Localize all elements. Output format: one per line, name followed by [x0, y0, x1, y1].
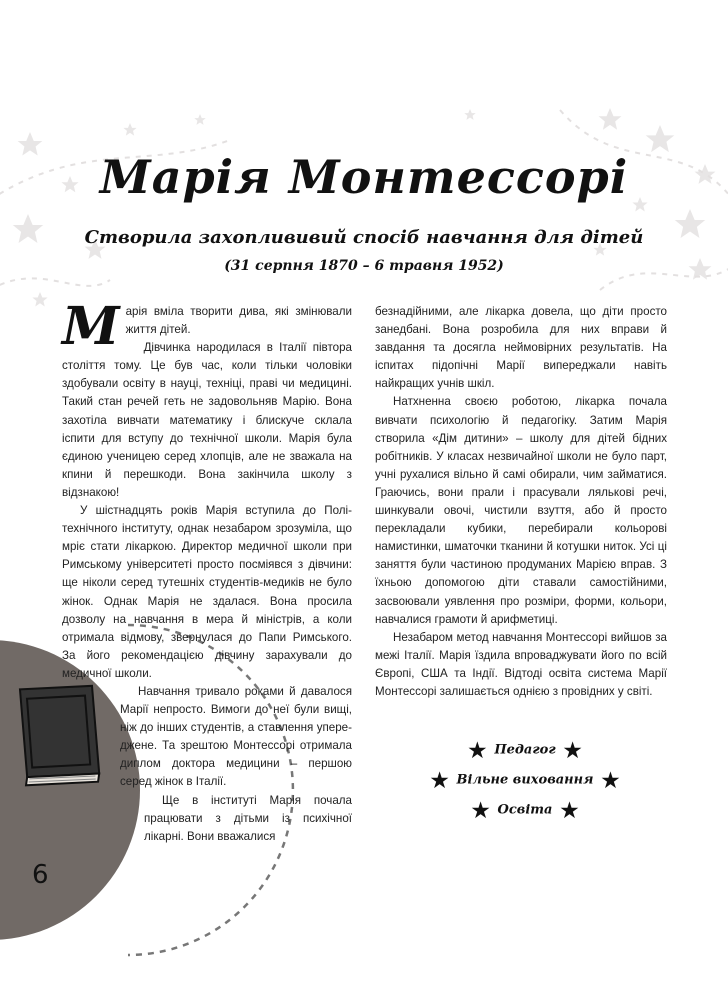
page-title: Марія Монтессорі [99, 150, 629, 204]
paragraph: Ще в інституті Марія почала працювати з дітьми із психічної лікарні. Вони вважалися [144, 793, 352, 843]
star-icon: ★ [430, 768, 449, 792]
paragraph: Навчання тривало роками й давалося Марії непросто. Вимоги до неї були вищі, ніж до інших студентів, а ставлення упереджене. Та зрештою Монтессорі отримала диплом доктора медицини – першою серед жінок в Італії. [120, 684, 352, 789]
tag-label: Педагог [494, 742, 556, 758]
paragraph: У шістнадцять років Марія вступила до Політехнічного інституту, однак незабаром зрозуміла, що мріє стати лікаркою. Директор медичної школи при Римському університеті просто посміявся з дівчини: ще ніколи серед тутешніх студентів-медиків не було жінок. Однак Марія не здалася. Вона просила дозволу на навчання в мера й міністрів, а коли отримала відмову, звернулася до Папи Римського. За його рекомендацією дівчину зарахували до медичної школи. [62, 504, 352, 680]
paragraph [62, 296, 352, 357]
tag-label: Вільне виховання [456, 772, 594, 788]
paragraph: Натхненна своєю роботою, лікарка почала вивчати психологію й педагогіку. Затим Марія створила «Дім дитини» – школу для дітей бідних робітників. У класах незвичайної школи не було парт, учні рухалися вільно й самі обирали, чим займатися. Граючись, вони прали і прасували лялькові речі, шинкували овочі, чистили взуття, або й просто перекладали кубики, перебирали кольорові намистинки, шматочки тканини й котушки ниток. Усі ці заняття були частиною продуманих Марією вправ. З їхньою допомогою діти ставали самостійними, засвоювали уявлення про розміри, форми, кольори, навчалися грамоти й арифметиці. [375, 395, 667, 626]
background-star-icon [13, 108, 716, 306]
right-column [375, 303, 667, 701]
tag-label: Освіта [497, 802, 553, 818]
star-icon: ★ [468, 738, 487, 762]
left-column [62, 296, 352, 846]
star-icon: ★ [560, 798, 579, 822]
page-subtitle: Створила захоплививий спосіб навчання для дітей [84, 227, 644, 248]
star-icon: ★ [563, 738, 582, 762]
page-number: 6 [32, 860, 49, 890]
tag-list [415, 735, 635, 825]
star-icon: ★ [471, 798, 490, 822]
star-icon: ★ [601, 768, 620, 792]
paragraph: безнадійними, але лікарка довела, що діти просто занедбані. Вона розробила для них вправи й завдання та досягла неймовірних результатів. На іспитах підопічні Марії випереджали навіть найкращих учнів шкіл. [375, 305, 667, 391]
paragraph-text: арія вміла творити дива, які змінювали життя дітей. [125, 305, 352, 337]
paragraph: Незабаром метод навчання Монтессорі вийшов за межі Італії. Марія їздила впроваджувати його по всій Європі, США та Індії. Відтоді освіта система Марії Монтессорі залишається однією з провідних у світі. [375, 630, 667, 698]
life-dates: (31 серпня 1870 – 6 травня 1952) [224, 258, 504, 274]
tag-item [415, 795, 635, 825]
tag-item [415, 735, 635, 765]
tag-item [415, 765, 635, 795]
drop-cap: М [62, 296, 120, 357]
paragraph: Дівчинка народилася в Італії півтора століття тому. Це був час, коли тільки чоловіки здобували освіту в науці, техніці, праві чи медицині. Такий стан речей геть не задовольняв Марію. Вона захотіла вивчати математику і блискуче склала іспити для вступу до технічної школи. Марія була єдиною ученицею серед хлопців, але не зважала на кпини й перешкоди. Вона закінчила школу з відзнакою! [62, 341, 352, 499]
